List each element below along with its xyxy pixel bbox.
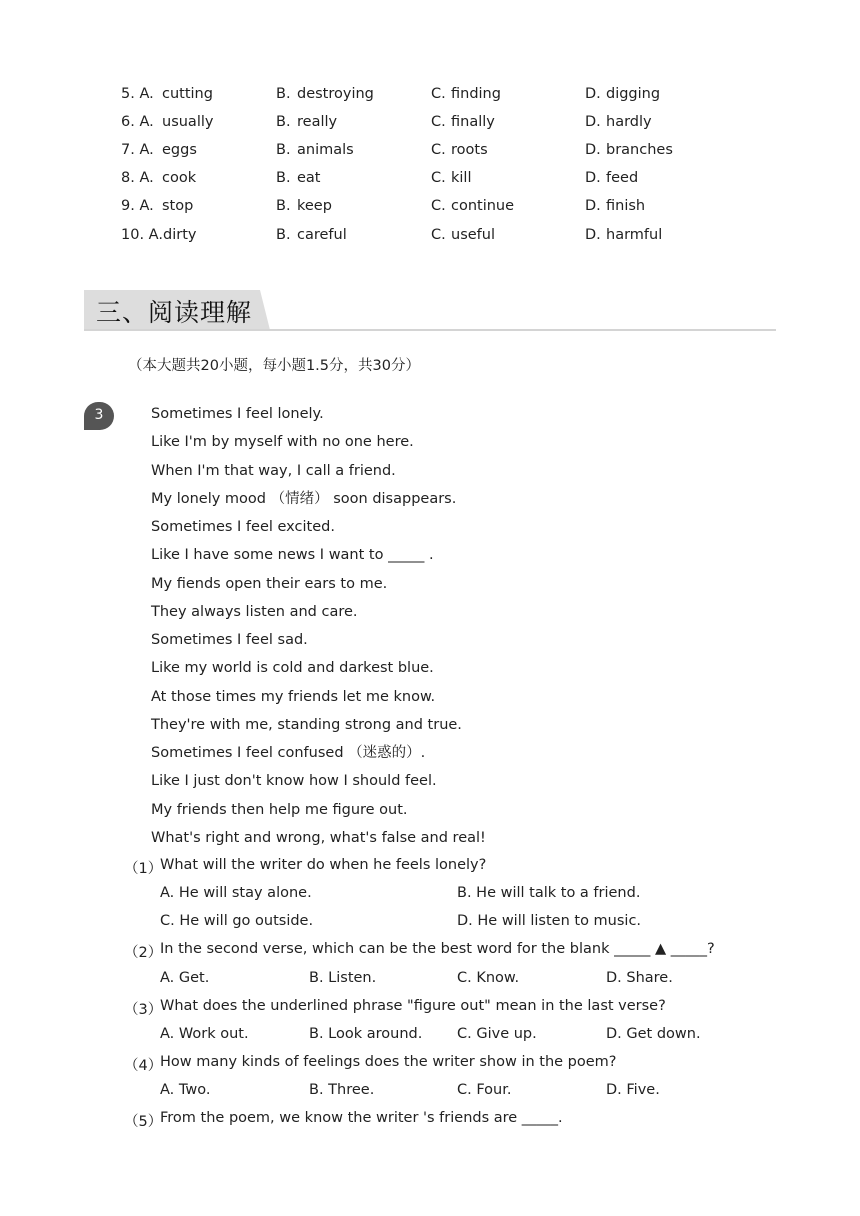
poem-line: Like I just don't know how I should feel. [151, 773, 437, 790]
option-d: harmful [606, 227, 663, 243]
question-number: （3） [124, 1002, 163, 1018]
answer-option: B. Three. [309, 1082, 375, 1098]
option-number: 8. A. [121, 170, 154, 186]
answer-option: D. Share. [606, 970, 673, 986]
option-b-letter: B. [276, 114, 291, 130]
option-a: dirty [163, 227, 197, 243]
option-d: branches [606, 142, 673, 158]
section-divider [84, 329, 776, 331]
option-a: cutting [162, 86, 213, 102]
option-b-letter: B. [276, 86, 291, 102]
poem [151, 404, 486, 856]
option-row [0, 114, 860, 136]
poem-line: Sometimes I feel confused （迷惑的）. [151, 745, 426, 761]
option-a: eggs [162, 142, 197, 158]
option-d-letter: D. [585, 227, 601, 243]
option-b: really [297, 114, 338, 130]
option-d-letter: D. [585, 198, 601, 214]
option-number: 6. A. [121, 114, 154, 130]
option-row [0, 170, 860, 192]
question-text: How many kinds of feelings does the writer show in the poem? [160, 1054, 617, 1070]
option-c-letter: C. [431, 142, 446, 158]
poem-line: Sometimes I feel sad. [151, 632, 308, 648]
poem-line: Like I'm by myself with no one here. [151, 434, 414, 451]
option-c: finding [451, 86, 501, 102]
answer-option: A. Two. [160, 1082, 211, 1098]
question-number: （1） [124, 861, 163, 877]
option-d: feed [606, 170, 639, 186]
option-d: digging [606, 86, 661, 102]
section-title: 三、阅读理解 [96, 298, 253, 327]
answer-option: D. He will listen to music. [457, 913, 642, 929]
question-number-badge: 3 [84, 402, 114, 430]
answer-option: D. Get down. [606, 1026, 701, 1042]
answer-option: A. Get. [160, 970, 210, 986]
option-d-letter: D. [585, 114, 601, 130]
option-b-letter: B. [276, 227, 291, 243]
poem-line: When I'm that way, I call a friend. [151, 462, 396, 479]
poem-line: At those times my friends let me know. [151, 688, 436, 705]
question-number: （4） [124, 1058, 163, 1074]
question-text: In the second verse, which can be the best word for the blank _____ ▲ _____? [160, 941, 715, 957]
option-c-letter: C. [431, 227, 446, 243]
answer-option: D. Five. [606, 1082, 660, 1098]
option-c: kill [451, 170, 472, 186]
poem-line: My lonely mood （情绪） soon disappears. [151, 490, 457, 507]
answer-option: A. Work out. [160, 1026, 249, 1042]
question-text: From the poem, we know the writer 's friends are _____. [160, 1110, 563, 1126]
option-c: continue [451, 198, 515, 214]
section-note: （本大题共20小题，每小题1.5分，共30分） [128, 358, 420, 374]
option-b-letter: B. [276, 170, 291, 186]
option-c: useful [451, 227, 495, 243]
answer-option: C. He will go outside. [160, 913, 314, 929]
option-b: keep [297, 198, 332, 214]
answer-option: B. Look around. [309, 1026, 423, 1042]
option-c: finally [451, 114, 495, 130]
question-text: What does the underlined phrase "figure out" mean in the last verse? [160, 998, 666, 1014]
option-number: 7. A. [121, 142, 154, 158]
option-number: 9. A. [121, 198, 154, 214]
poem-line: They always listen and care. [151, 603, 358, 620]
option-d-letter: D. [585, 142, 601, 158]
option-number: 5. A. [121, 86, 154, 102]
poem-line: My fiends open their ears to me. [151, 575, 388, 592]
option-c-letter: C. [431, 198, 446, 214]
answer-option: C. Four. [457, 1082, 512, 1098]
option-a: usually [162, 114, 214, 130]
question-text: What will the writer do when he feels lonely? [160, 857, 487, 873]
option-d: hardly [606, 114, 652, 130]
poem-line: They're with me, standing strong and true. [151, 716, 462, 733]
option-b: eat [297, 170, 321, 186]
answer-option: C. Know. [457, 970, 520, 986]
poem-line: My friends then help me figure out. [151, 801, 408, 818]
option-b: careful [297, 227, 347, 243]
option-b: animals [297, 142, 354, 158]
option-d-letter: D. [585, 86, 601, 102]
answer-option: C. Give up. [457, 1026, 537, 1042]
option-b-letter: B. [276, 198, 291, 214]
option-b: destroying [297, 86, 374, 102]
option-c-letter: C. [431, 170, 446, 186]
poem-line: Sometimes I feel excited. [151, 519, 335, 535]
poem-line: Like I have some news I want to _____ . [151, 547, 434, 564]
answer-option: A. He will stay alone. [160, 885, 312, 901]
option-row [0, 198, 860, 220]
option-d: finish [606, 198, 646, 214]
option-row [0, 86, 860, 108]
answer-option: B. Listen. [309, 970, 377, 986]
poem-line: Like my world is cold and darkest blue. [151, 660, 434, 677]
option-a: stop [162, 198, 194, 214]
section-header [84, 290, 776, 332]
poem-line: Sometimes I feel lonely. [151, 406, 324, 422]
question-number: （2） [124, 945, 163, 961]
poem-line: What's right and wrong, what's false and real! [151, 829, 486, 846]
option-d-letter: D. [585, 170, 601, 186]
answer-option: B. He will talk to a friend. [457, 885, 641, 901]
option-c-letter: C. [431, 114, 446, 130]
option-number: 10. A. [121, 227, 163, 243]
option-a: cook [162, 170, 197, 186]
option-row [0, 227, 860, 249]
option-b-letter: B. [276, 142, 291, 158]
option-c: roots [451, 142, 488, 158]
option-row [0, 142, 860, 164]
question-number: （5） [124, 1114, 163, 1130]
option-c-letter: C. [431, 86, 446, 102]
